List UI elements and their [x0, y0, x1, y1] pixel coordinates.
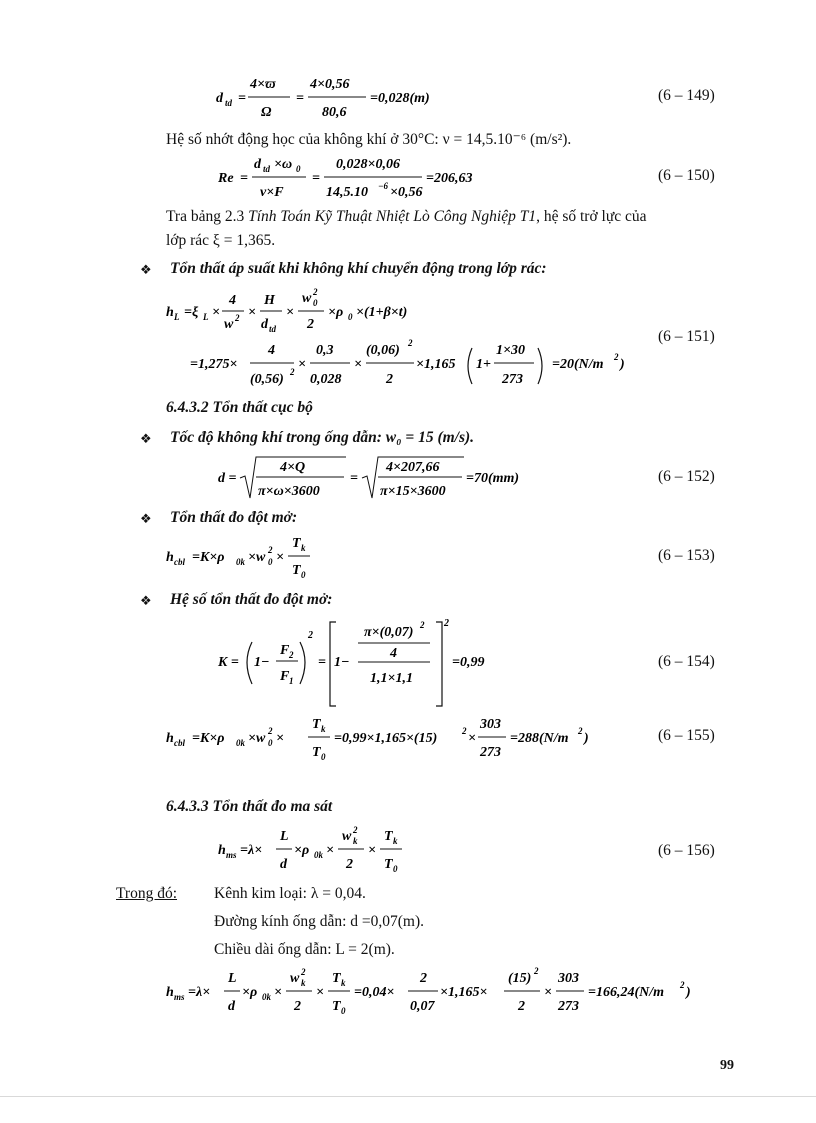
equation-number-6-151: (6 – 151) [658, 328, 715, 345]
equation-6-154 [218, 614, 518, 719]
eq-den: d [228, 999, 235, 1014]
eq-sub: 0 [348, 312, 353, 322]
eq-num: 4×207,66 [386, 460, 440, 475]
bullet-heading-air-speed: Tốc độ không khí trong ống dẫn: w₀ = 15 (m/s). [170, 429, 475, 446]
eq-lhs: h [166, 550, 174, 565]
eq-result-end: ) [620, 357, 625, 372]
eq-sub: k [301, 978, 306, 988]
svg-text:×: × [276, 731, 284, 746]
where-line-3: Chiều dài ống dẫn: L = 2(m). [214, 941, 395, 958]
section-6-4-3-2: 6.4.3.2 Tổn thất cục bộ [166, 399, 313, 416]
section-6-4-3-3: 6.4.3.3 Tổn thất đo ma sát [166, 798, 333, 815]
book-title: Tính Toán Kỹ Thuật Nhiệt Lò Công Nghiệp T1 [248, 208, 537, 225]
eq-sub: 0 [341, 1006, 346, 1016]
eq-sup: 2 [408, 338, 413, 348]
svg-text:×: × [276, 550, 284, 565]
eq-num: 4×ϖ [250, 77, 276, 92]
eq-num: 0,028×0,06 [336, 157, 400, 172]
eq-result: =206,63 [426, 171, 473, 186]
equation-number-6-156: (6 – 156) [658, 842, 715, 859]
eq-rho: ×ρ [294, 843, 310, 858]
equation-friction-result [166, 968, 726, 1025]
svg-text:=: = [238, 91, 246, 106]
eq-sub: 0k [236, 738, 245, 748]
eq-rho: ×ρ [242, 985, 258, 1000]
eq-den: 1,1×1,1 [370, 671, 413, 686]
eq-num: w [342, 829, 352, 844]
eq-den: 273 [558, 999, 579, 1014]
eq-sup: 2 [308, 630, 313, 641]
equation-6-153-svg [166, 534, 386, 582]
bullet-heading-loss-coefficient: Hệ số tổn thất đo đột mở: [170, 591, 333, 608]
eq-den: 273 [502, 372, 523, 387]
where-label: Trong đó: [116, 885, 178, 902]
equation-number-6-150: (6 – 150) [658, 167, 715, 184]
eq-num: L [280, 829, 289, 844]
eq-sub: 0 [313, 298, 318, 308]
eq-den: 0,028 [310, 372, 342, 387]
eq-result-end: ) [584, 731, 589, 746]
svg-text:×: × [354, 357, 362, 372]
eq-den: 2 [294, 999, 301, 1014]
eq-one: 1− [254, 655, 270, 670]
eq-sup: 2 [614, 352, 619, 362]
eq-lhs: h [166, 985, 174, 1000]
svg-text:×: × [286, 305, 294, 320]
equation-number-6-154: (6 – 154) [658, 653, 715, 670]
eq-sub: k [393, 836, 398, 846]
eq-mid2: ×1,165× [440, 985, 488, 1000]
equation-6-150-svg [218, 154, 518, 200]
equation-6-155 [166, 714, 626, 769]
svg-text:×: × [248, 305, 256, 320]
where-line-2: Đường kính ống dẫn: d =0,07(m). [214, 913, 425, 930]
eq-mid: =K×ρ [192, 731, 225, 746]
eq-sup: 2 [444, 618, 449, 629]
eq-den: 2 [346, 857, 353, 872]
eq-sup: 2 [235, 313, 240, 323]
eq-den: 0,07 [410, 999, 435, 1014]
bullet-heading-pressure-loss: Tổn thất áp suất khi không khí chuyển động trong lớp rác: [170, 260, 547, 277]
eq-sup: 2 [680, 980, 685, 990]
eq-lhs: K = [218, 655, 239, 670]
eq-den: w [224, 317, 234, 332]
bullet-icon: ❖ [140, 594, 152, 609]
svg-text:×: × [316, 985, 324, 1000]
eq-num: (0,06) [366, 343, 400, 358]
eq-result: =0,028(m) [370, 91, 430, 106]
eq-lhs: d [216, 91, 223, 106]
eq-den: T [384, 857, 393, 872]
eq-den: 273 [480, 745, 501, 760]
eq-sup: 2 [301, 967, 306, 977]
equation-number-6-153: (6 – 153) [658, 547, 715, 564]
viscosity-line: Hệ số nhớt động học của không khí ở 30°C: ν = 14,5.10⁻⁶ (m/s²). [166, 131, 572, 148]
eq-num: 4×0,56 [310, 77, 350, 92]
svg-text:×: × [368, 843, 376, 858]
svg-text:×: × [212, 305, 220, 320]
eq-sub: ms [226, 850, 237, 860]
eq-num: 1×30 [496, 343, 525, 358]
svg-text:×: × [274, 985, 282, 1000]
equation-6-155-svg [166, 714, 626, 764]
eq-mid: =K×ρ [192, 550, 225, 565]
footer-divider [0, 1096, 816, 1097]
eq-one: 1+ [476, 357, 491, 372]
eq-num: 303 [480, 717, 501, 732]
svg-text:=: = [318, 655, 326, 670]
tra-bang-line-2: lớp rác ξ = 1,365. [166, 232, 276, 249]
eq-sub: 0k [262, 992, 271, 1002]
eq-sub: 0 [268, 557, 273, 567]
eq-den: F [280, 669, 290, 684]
eq-sub: ms [174, 992, 185, 1002]
eq-w: ×w [248, 550, 266, 565]
eq-sup: 2 [313, 287, 318, 297]
eq-den: 14,5.10 [326, 185, 368, 200]
eq-num: 2 [420, 971, 427, 986]
equation-6-154-svg [218, 614, 518, 714]
eq-den: Ω [261, 105, 272, 120]
eq-lhs: h [166, 305, 174, 320]
equation-6-151b-svg [190, 340, 650, 390]
eq-sup: 2 [534, 966, 539, 976]
equation-6-149-svg [216, 74, 476, 120]
where-line-1: Kênh kim loại: λ = 0,04. [214, 885, 366, 902]
eq-num: (15) [508, 971, 532, 986]
eq-num: 0,3 [316, 343, 334, 358]
eq-lhs: d = [218, 471, 237, 486]
tra-bang-line-1 [166, 208, 647, 226]
equation-6-151-line2 [190, 340, 650, 395]
eq-result: =166,24(N/m [588, 985, 665, 1000]
equation-number-6-152: (6 – 152) [658, 468, 715, 485]
eq-den: 2 [307, 317, 314, 332]
eq-w: ×w [248, 731, 266, 746]
bullet-icon: ❖ [140, 432, 152, 447]
tra-bang-text-2: , hệ số trở lực của [536, 208, 647, 225]
eq-sub: k [321, 724, 326, 734]
svg-text:×: × [298, 357, 306, 372]
eq-den: 2 [518, 999, 525, 1014]
eq-num: w [290, 971, 300, 986]
bullet-icon: ❖ [140, 263, 152, 278]
eq-num: T [292, 536, 301, 551]
eq-num: H [264, 293, 275, 308]
eq-sup: 2 [578, 726, 583, 736]
eq-num: T [384, 829, 393, 844]
equation-6-153 [166, 534, 386, 587]
eq-sub: cbl [174, 557, 185, 567]
eq-sub: L [203, 312, 209, 322]
eq-den: d [261, 317, 268, 332]
eq-result: =70(mm) [466, 471, 520, 486]
eq-sup: 2 [462, 726, 467, 736]
eq-num: 4 [229, 293, 236, 308]
svg-text:×: × [468, 731, 476, 746]
eq-sup: 2 [353, 825, 358, 835]
eq-lam: =λ× [240, 843, 263, 858]
eq-sub: td [269, 324, 277, 334]
eq-sub: cbl [174, 738, 185, 748]
eq-sup: 2 [420, 620, 425, 630]
eq-one2: 1− [334, 655, 350, 670]
equation-final-svg [166, 968, 726, 1020]
eq-sup: 2 [268, 726, 273, 736]
eq-num: L [228, 971, 237, 986]
svg-text:=: = [296, 91, 304, 106]
eq-sub: k [301, 543, 306, 553]
eq-lhs: h [218, 843, 226, 858]
equation-number-6-149: (6 – 149) [658, 87, 715, 104]
eq-mid2: =0,99×1,165×(15) [334, 731, 438, 746]
eq-mid: ×1,165 [416, 357, 456, 372]
eq-sub: 0 [393, 864, 398, 874]
eq-lam: =λ× [188, 985, 211, 1000]
svg-text:=: = [312, 171, 320, 186]
eq-result-end: ) [686, 985, 691, 1000]
eq-sub: 0k [236, 557, 245, 567]
eq-num: 4×Q [280, 460, 306, 475]
equation-6-152-svg [218, 454, 548, 502]
eq-num: 303 [558, 971, 579, 986]
eq-mid: =0,04× [354, 985, 395, 1000]
eq-num-tail: ×ω [274, 157, 293, 172]
bullet-heading-sudden-expansion: Tổn thất đo đột mở: [170, 509, 298, 526]
equation-number-6-155: (6 – 155) [658, 727, 715, 744]
eq-sub: td [263, 164, 271, 174]
eq-num: π×(0,07) [364, 625, 414, 640]
eq-den: π×15×3600 [380, 484, 446, 499]
eq-num: 4 [268, 343, 275, 358]
page-number: 99 [720, 1058, 734, 1073]
equation-6-156 [218, 826, 438, 881]
eq-sup: −6 [378, 181, 388, 191]
eq-result: =20(N/m [552, 357, 604, 372]
equation-6-150 [218, 154, 518, 205]
eq-sub: 2 [289, 650, 294, 660]
eq-den: 2 [386, 372, 393, 387]
eq-result: =0,99 [452, 655, 485, 670]
eq-tail: ×(1+β×t) [356, 305, 408, 320]
eq-den: π×ω×3600 [258, 484, 320, 499]
eq-sub: 0 [321, 752, 326, 762]
eq-xi: =ξ [184, 305, 199, 320]
eq-sub: 0k [314, 850, 323, 860]
eq-sub: 0 [296, 164, 301, 174]
eq-num-4: 4 [390, 646, 397, 661]
bullet-icon: ❖ [140, 512, 152, 527]
eq-sub: 1 [289, 676, 294, 686]
eq-den: 80,6 [322, 105, 347, 120]
eq-num: d [254, 157, 261, 172]
svg-text:×: × [326, 843, 334, 858]
svg-text:=: = [350, 471, 358, 486]
eq-den: T [312, 745, 321, 760]
eq-den: d [280, 857, 287, 872]
eq-sub: k [353, 836, 358, 846]
eq-den: T [292, 563, 301, 578]
equation-6-151a-svg [166, 287, 486, 336]
eq-sup: 2 [268, 545, 273, 555]
tra-bang-text: Tra bảng 2.3 [166, 208, 249, 225]
eq-num: w [302, 291, 312, 306]
eq-lead: =1,275× [190, 357, 238, 372]
eq-den: (0,56) [250, 372, 284, 387]
eq-sub: 0 [301, 570, 306, 580]
eq-sub: L [174, 312, 180, 322]
eq-den: T [332, 999, 341, 1014]
eq-num: T [332, 971, 341, 986]
eq-sup: 2 [290, 367, 295, 377]
svg-text:×: × [544, 985, 552, 1000]
eq-den-tail: ×0,56 [390, 185, 423, 200]
eq-num: T [312, 717, 321, 732]
eq-den: ν×F [260, 185, 284, 200]
eq-result: =288(N/m [510, 731, 569, 746]
equation-6-156-svg [218, 826, 438, 876]
eq-lhs: h [166, 731, 174, 746]
eq-sub: k [341, 978, 346, 988]
equation-6-149 [216, 74, 476, 125]
eq-sub: 0 [268, 738, 273, 748]
eq-num: F [280, 643, 290, 658]
eq-lhs: Re [218, 171, 234, 186]
eq-sub: td [225, 98, 233, 108]
equation-6-152 [218, 454, 548, 507]
svg-text:=: = [240, 171, 248, 186]
eq-rho: ×ρ [328, 305, 344, 320]
equation-6-151-line1 [166, 287, 486, 341]
